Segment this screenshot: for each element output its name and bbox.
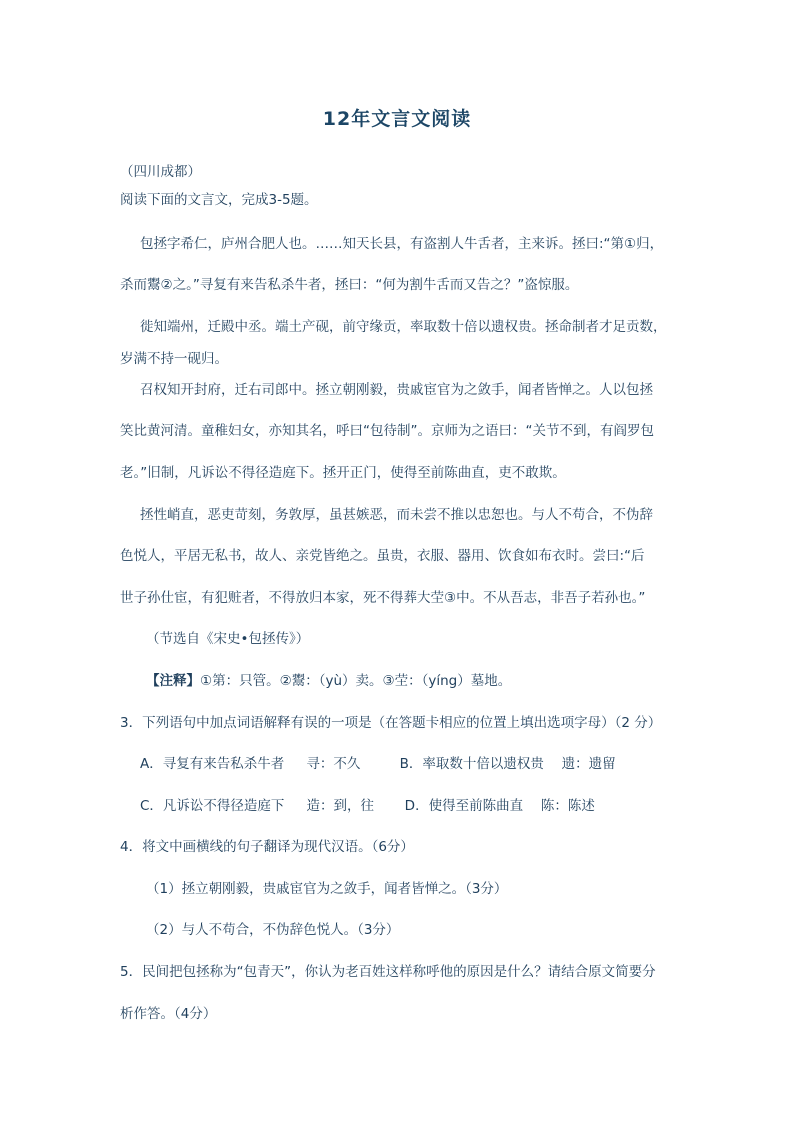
passage-line: 色悦人，平居无私书，故人、亲党皆绝之。虽贵，衣服、器用、饮食如布衣时。尝曰:“后	[120, 548, 645, 564]
notes	[146, 669, 511, 689]
question-5-continued: 析作答。（4分）	[120, 1006, 217, 1022]
page-title: 12年文言文阅读	[322, 108, 472, 130]
passage-line: 岁满不持一砚归。	[120, 351, 228, 367]
passage-line: 包拯字希仁，庐州合肥人也。……知天长县，有盗割人牛舌者，主来诉。拯曰:“第①归，	[140, 236, 664, 252]
question-4-part-1: （1）拯立朝刚毅，贵戚宦官为之敛手，闻者皆惮之。（3分）	[146, 881, 508, 897]
question-3-options-ab: A．寻复有来告私杀牛者 寻：不久 B．率取数十倍以遗权贵 遗：遗留	[140, 756, 616, 772]
question-3: 3．下列语句中加点词语解释有误的一项是（在答题卡相应的位置上填出选项字母）（2 分）	[120, 715, 662, 731]
passage-line: 徙知端州，迁殿中丞。端土产砚，前守缘贡，率取数十倍以遗权贵。拯命制者才足贡数，	[140, 319, 667, 335]
question-3-options-cd: C．凡诉讼不得径造庭下 造：到，往 D．使得至前陈曲直 陈：陈述	[140, 798, 595, 814]
question-4: 4．将文中画横线的句子翻译为现代汉语。（6分）	[120, 839, 414, 855]
question-5: 5．民间把包拯称为“包青天”，你认为老百姓这样称呼他的原因是什么？请结合原文简要分	[120, 964, 656, 980]
passage-line: 世子孙仕宦，有犯赃者，不得放归本家，死不得葬大茔③中。不从吾志，非吾子若孙也。”	[120, 590, 646, 606]
passage-line: 拯性峭直，恶吏苛刻，务敦厚，虽甚嫉恶，而未尝不推以忠恕也。与人不苟合，不伪辞	[140, 507, 653, 523]
passage-line: 老。”旧制，凡诉讼不得径造庭下。拯开正门，使得至前陈曲直，吏不敢欺。	[120, 465, 566, 481]
question-4-part-2: （2）与人不苟合，不伪辞色悦人。（3分）	[146, 922, 400, 938]
passage-line: 召权知开封府，迁右司郎中。拯立朝刚毅，贵戚宦官为之敛手，闻者皆惮之。人以包拯	[140, 382, 653, 398]
source-region: （四川成都）	[120, 164, 201, 180]
notes-label: 【注释】	[146, 673, 200, 689]
notes-text: ①第：只管。②鬻：（yù）卖。③茔：（yíng）墓地。	[200, 673, 512, 689]
passage-line: 杀而鬻②之。”寻复有来告私杀牛者，拯曰：“何为割牛舌而又告之？”盗惊服。	[120, 277, 579, 293]
citation: （节选自《宋史•包拯传》）	[146, 631, 310, 647]
instruction-text: 阅读下面的文言文，完成3-5题。	[120, 192, 318, 208]
passage-line: 笑比黄河清。童稚妇女，亦知其名，呼曰“包待制”。京师为之语曰：“关节不到，有阎罗包	[120, 423, 654, 439]
